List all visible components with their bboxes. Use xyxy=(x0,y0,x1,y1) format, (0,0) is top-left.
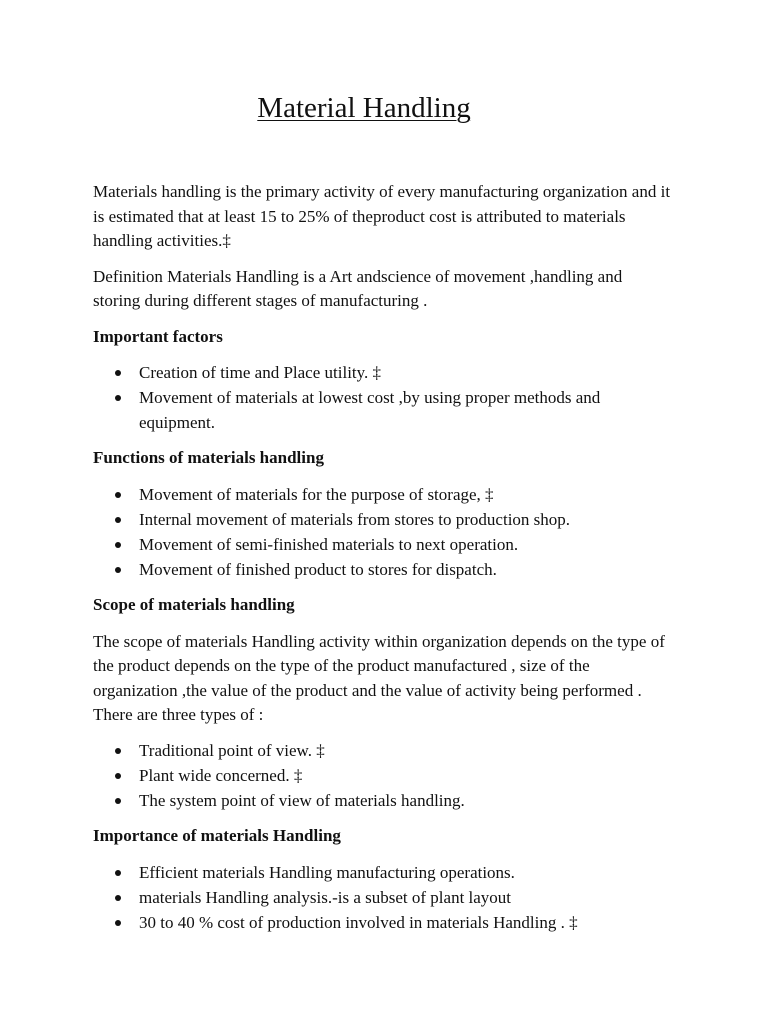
bullet-icon xyxy=(115,492,121,498)
list-item: Efficient materials Handling manufacturing operations. xyxy=(93,861,673,886)
bullet-icon xyxy=(115,773,121,779)
important-factors-heading: Important factors xyxy=(93,326,223,346)
list-item: Movement of materials at lowest cost ,by using proper methods and equipment. xyxy=(93,386,673,435)
bullet-icon xyxy=(115,370,121,376)
list-item: Traditional point of view. ‡ xyxy=(93,739,673,764)
intro-paragraph: Materials handling is the primary activity of every manufacturing organization and it is estimated that at least 15 to 25% of theproduct cost is attributed to materials handling activities.‡ xyxy=(93,182,671,250)
bullet-icon xyxy=(115,870,121,876)
list-item: Creation of time and Place utility. ‡ xyxy=(93,361,673,386)
importance-list xyxy=(93,861,673,936)
document-body xyxy=(93,180,673,946)
functions-list xyxy=(93,483,673,583)
bullet-icon xyxy=(115,542,121,548)
list-item: materials Handling analysis.-is a subset of plant layout xyxy=(93,886,673,911)
bullet-icon xyxy=(115,748,121,754)
scope-list xyxy=(93,739,673,814)
list-item: Movement of semi-finished materials to next operation. xyxy=(93,533,673,558)
list-item: Movement of materials for the purpose of storage, ‡ xyxy=(93,483,673,508)
list-item: The system point of view of materials handling. xyxy=(93,789,673,814)
list-item: Internal movement of materials from stores to production shop. xyxy=(93,508,673,533)
important-factors-list xyxy=(93,361,673,435)
bullet-icon xyxy=(115,920,121,926)
bullet-icon xyxy=(115,567,121,573)
bullet-icon xyxy=(115,517,121,523)
bullet-icon xyxy=(115,395,121,401)
scope-paragraph: The scope of materials Handling activity within organization depends on the type of the product depends on the type of the product manufactured , size of the organization ,the value of the product and the value of activity being performed . There are three types of : xyxy=(93,631,665,724)
functions-heading: Functions of materials handling xyxy=(93,448,324,467)
page-title: Material Handling xyxy=(257,92,471,124)
scope-heading: Scope of materials handling xyxy=(93,595,295,614)
list-item: Movement of finished product to stores for dispatch. xyxy=(93,558,673,583)
list-item: Plant wide concerned. ‡ xyxy=(93,764,673,789)
list-item: 30 to 40 % cost of production involved in materials Handling . ‡ xyxy=(93,911,673,936)
bullet-icon xyxy=(115,895,121,901)
definition-paragraph: Definition Materials Handling is a Art andscience of movement ,handling and storing during different stages of manufacturing . xyxy=(93,266,623,310)
bullet-icon xyxy=(115,798,121,804)
importance-heading: Importance of materials Handling xyxy=(93,826,341,845)
